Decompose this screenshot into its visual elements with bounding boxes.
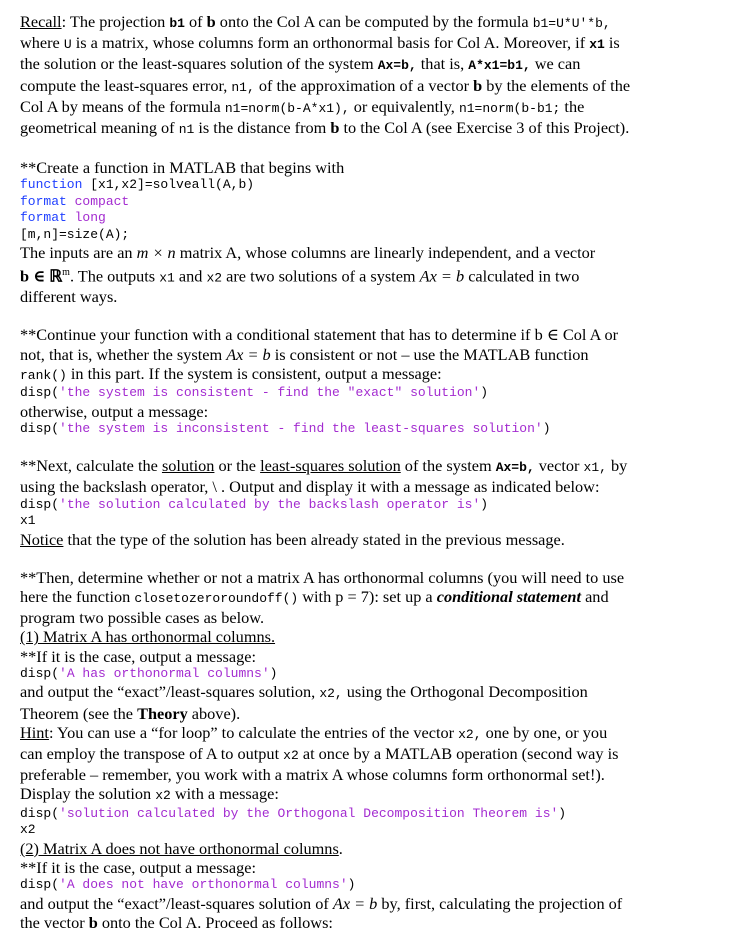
text: the solution or the least-squares solution of the system — [20, 54, 378, 74]
text: onto the Col A. Proceed as follows: — [97, 912, 333, 932]
text: by, first, calculating the projection of — [377, 893, 623, 913]
math: Ax = b — [226, 344, 271, 364]
recall-label: Recall — [20, 12, 62, 31]
text: with p = 7): set up a — [298, 587, 437, 607]
text: Col A by means of the formula — [20, 96, 225, 116]
inline-code: x2, — [458, 726, 482, 742]
continue-section — [20, 325, 720, 437]
inline-code: x2 — [206, 270, 223, 286]
code-text: ) — [542, 420, 551, 436]
text: by the elements of the — [482, 75, 631, 95]
inline-code: Ax=b, — [377, 58, 417, 74]
create-section — [20, 158, 720, 306]
text: b — [330, 118, 340, 138]
text: different ways. — [20, 287, 118, 307]
code-string: 'the solution calculated by the backslash operator is' — [59, 496, 481, 512]
document — [20, 0, 720, 932]
recall-paragraph — [20, 0, 720, 139]
code-line — [20, 806, 720, 823]
text: one by one, or you — [481, 722, 608, 742]
text: and — [174, 266, 207, 286]
text: least-squares solution — [260, 456, 401, 476]
text: and — [581, 587, 609, 607]
code-text: disp( — [20, 496, 60, 512]
text: solution — [161, 456, 215, 476]
math: b ∈ Col A or — [534, 325, 619, 345]
text: or the — [214, 456, 261, 476]
inline-code: closetozeroroundoff() — [134, 591, 299, 607]
text: using the backslash operator, \ . Output and display it with a message as indicated below: — [20, 477, 600, 497]
code-text: ) — [558, 805, 567, 821]
inline-code: x2 — [155, 788, 171, 804]
inline-code: n1=norm(b-b1; — [458, 100, 561, 116]
inline-code: b1 — [169, 16, 185, 31]
code-text: disp( — [20, 805, 60, 821]
text: above). — [187, 703, 241, 723]
text: **If it is the case, output a message: — [20, 646, 257, 666]
text: to the Col A (see Exercise 3 of this Project). — [339, 118, 630, 138]
code-keyword: format — [20, 193, 67, 209]
code-keyword: format — [20, 210, 67, 226]
text: : The projection — [61, 12, 170, 31]
code-string: 'A has orthonormal columns' — [59, 665, 270, 681]
inline-code: n1=norm(b-A*x1), — [224, 100, 350, 116]
text: onto the Col A can be computed by the formula — [215, 12, 533, 31]
text: otherwise, output a message: — [20, 401, 209, 421]
text: is the distance from — [194, 118, 331, 138]
text: are two solutions of a system — [222, 266, 420, 286]
text: is consistent or not – use the MATLAB function — [270, 344, 589, 364]
text: and output the “exact”/least-squares solution, — [20, 682, 320, 702]
code-string: 'the system is inconsistent - find the least-squares solution' — [59, 420, 543, 436]
text: or equivalently, — [349, 96, 459, 116]
code-line: x1 — [20, 513, 36, 529]
code-string: 'A does not have orthonormal columns' — [59, 877, 348, 893]
text: at once by a MATLAB operation (second way is — [298, 744, 619, 763]
text: calculated in two — [464, 266, 580, 286]
text: Hint — [20, 722, 49, 742]
inline-code: x2, — [319, 686, 343, 702]
text: vector — [534, 456, 584, 476]
code-text: [x1,x2]=solveall(A,b) — [82, 177, 255, 193]
code-text: disp( — [20, 385, 60, 401]
text: The inputs are an — [20, 243, 137, 263]
math: m × n — [136, 243, 176, 263]
code-line — [20, 421, 720, 438]
next-section — [20, 456, 720, 549]
text: of the system — [400, 456, 496, 476]
code-text: long — [66, 210, 106, 226]
text: b — [473, 75, 483, 95]
text: here the function — [20, 587, 135, 607]
math-sup: m — [62, 266, 70, 278]
inline-code: x1 — [159, 270, 175, 286]
text: . — [338, 838, 343, 858]
text: using the Orthogonal Decomposition — [342, 682, 588, 702]
inline-code: x1, — [583, 460, 607, 476]
code-text: ) — [269, 665, 278, 681]
text: **Then, determine whether or not a matrix A has orthonormal columns (you will need to use — [20, 567, 625, 587]
text: Theory — [137, 703, 188, 723]
text: . The outputs — [69, 266, 160, 286]
text: can employ the transpose of A to output — [20, 744, 284, 763]
text: by — [606, 456, 628, 476]
code-line — [20, 666, 720, 683]
inline-code: b1=U*U'*b, — [532, 16, 611, 31]
text: in this part. If the system is consistent, output a message: — [66, 363, 442, 383]
code-block — [20, 177, 720, 243]
text: matrix A, whose columns are linearly independent, and a vector — [175, 243, 596, 263]
inline-code: rank() — [20, 367, 67, 383]
text: b — [88, 912, 98, 932]
code-line — [20, 497, 720, 514]
text: that the type of the solution has been already stated in the previous message. — [63, 529, 565, 549]
code-text: disp( — [20, 877, 60, 893]
inline-code: x1 — [589, 37, 605, 53]
text: **Next, calculate the — [20, 456, 162, 476]
inline-code: A*x1=b1, — [468, 58, 531, 74]
text: of — [184, 12, 207, 31]
text: **Create a function in MATLAB that begins with — [20, 158, 345, 178]
text: of the approximation of a vector — [254, 75, 474, 95]
text: Display the solution — [20, 784, 156, 804]
text: the vector — [20, 912, 89, 932]
text: program two possible cases as below. — [20, 608, 265, 628]
code-string: 'solution calculated by the Orthogonal Decomposition Theorem is' — [59, 805, 559, 821]
text: conditional statement — [436, 587, 582, 607]
code-string: 'the system is consistent - find the "exact" solution' — [59, 385, 481, 401]
text: not, that is, whether the system — [20, 344, 227, 364]
text: is — [604, 33, 620, 53]
code-line: x2 — [20, 822, 36, 838]
code-text: disp( — [20, 420, 60, 436]
inline-code: U — [63, 37, 72, 53]
text: **If it is the case, output a message: — [20, 857, 257, 877]
math: b ∈ ℝ — [20, 266, 63, 286]
math: Ax = b — [332, 893, 378, 913]
text: and output the “exact”/least-squares solution of — [20, 893, 333, 913]
text: that is, — [416, 54, 469, 74]
code-text: ) — [480, 496, 489, 512]
text: Notice — [20, 529, 64, 549]
text: the — [560, 96, 585, 116]
inline-code: n1 — [178, 122, 195, 138]
code-keyword: function — [20, 177, 83, 193]
text: **Continue your function with a conditional statement that has to determine if — [20, 325, 535, 345]
code-line — [20, 385, 720, 402]
code-text: compact — [66, 193, 130, 209]
text: geometrical meaning of — [20, 118, 179, 138]
text: compute the least-squares error, — [20, 75, 232, 95]
inline-code: n1, — [231, 79, 255, 95]
code-line — [20, 877, 720, 894]
case-heading: (1) Matrix A has orthonormal columns. — [20, 627, 276, 647]
inline-code: x2 — [283, 748, 299, 763]
text: : You can use a “for loop” to calculate the entries of the vector — [48, 722, 459, 742]
code-text: ) — [480, 385, 489, 401]
code-text: ) — [347, 877, 356, 893]
then-section — [20, 568, 720, 932]
inline-code: Ax=b, — [495, 460, 535, 476]
code-text: disp( — [20, 665, 60, 681]
text: Theorem (see the — [20, 703, 138, 723]
text: we can — [530, 54, 581, 74]
math: Ax = b — [419, 266, 465, 286]
text: where — [20, 33, 64, 53]
case-heading: (2) Matrix A does not have orthonormal columns — [20, 838, 339, 858]
code-text: [m,n]=size(A); — [20, 226, 130, 242]
text: is a matrix, whose columns form an orthonormal basis for Col A. Moreover, if — [71, 33, 590, 53]
text: b — [206, 12, 216, 31]
text: preferable – remember, you work with a matrix A whose columns form orthonormal set!). — [20, 765, 605, 785]
text: with a message: — [170, 784, 279, 804]
